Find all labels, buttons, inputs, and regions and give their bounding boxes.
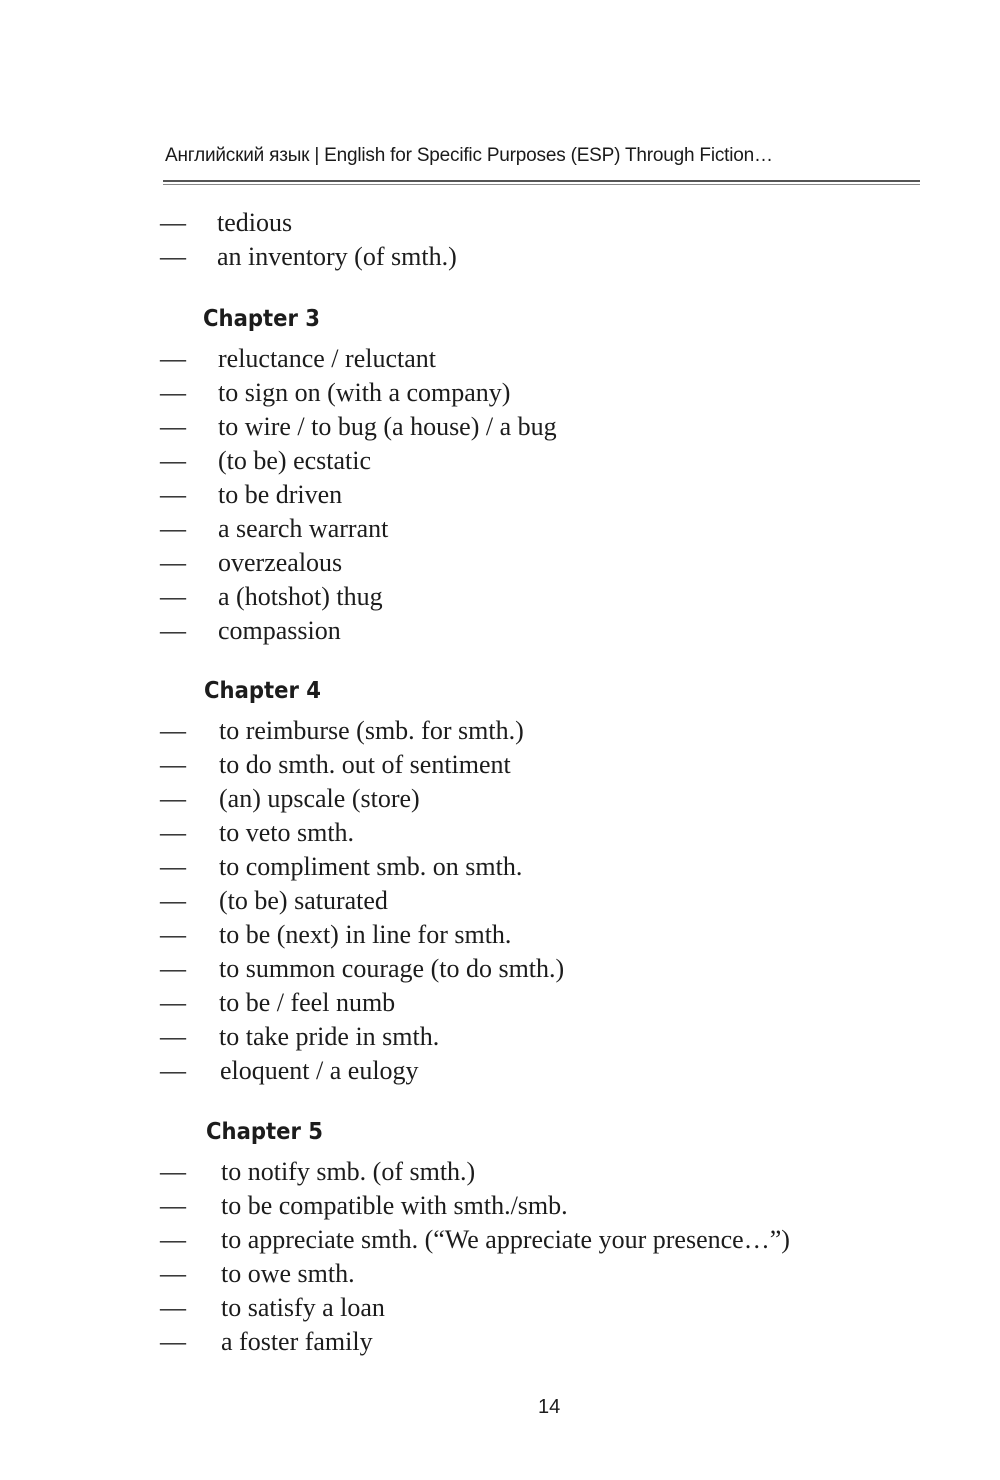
dash-bullet: — xyxy=(160,344,186,373)
dash-bullet: — xyxy=(160,1327,186,1356)
dash-bullet: — xyxy=(160,378,186,407)
chapter-heading: Chapter 4 xyxy=(204,678,322,704)
dash-bullet: — xyxy=(160,514,186,543)
header-rule-thin xyxy=(163,184,920,185)
vocab-term: (to be) ecstatic xyxy=(218,446,372,475)
header-rule xyxy=(163,180,920,182)
vocab-term: a (hotshot) thug xyxy=(218,582,383,611)
vocab-term: an inventory (of smth.) xyxy=(217,242,457,271)
dash-bullet: — xyxy=(160,480,186,509)
vocab-term: to sign on (with a company) xyxy=(218,378,511,407)
vocab-term: to be compatible with smth./smb. xyxy=(221,1191,568,1220)
dash-bullet: — xyxy=(160,242,186,271)
dash-bullet: — xyxy=(160,1259,186,1288)
vocab-term: compassion xyxy=(218,616,341,645)
vocab-term: to take pride in smth. xyxy=(219,1022,440,1051)
running-header: Английский язык | English for Specific Purposes (ESP) Through Fiction… xyxy=(165,145,773,166)
dash-bullet: — xyxy=(160,784,186,813)
vocab-term: to satisfy a loan xyxy=(221,1293,385,1322)
vocab-term: a search warrant xyxy=(218,514,389,543)
vocab-term: to be / feel numb xyxy=(219,988,396,1017)
dash-bullet: — xyxy=(160,1191,186,1220)
chapter-heading: Chapter 3 xyxy=(203,306,321,332)
vocab-term: to owe smth. xyxy=(221,1259,355,1288)
dash-bullet: — xyxy=(160,886,186,915)
page-number: 14 xyxy=(538,1396,561,1418)
vocab-term: to notify smb. (of smth.) xyxy=(221,1157,476,1186)
dash-bullet: — xyxy=(160,954,186,983)
vocab-term: to be driven xyxy=(218,480,343,509)
dash-bullet: — xyxy=(160,920,186,949)
dash-bullet: — xyxy=(160,208,186,237)
vocab-term: to do smth. out of sentiment xyxy=(219,750,511,779)
dash-bullet: — xyxy=(160,818,186,847)
dash-bullet: — xyxy=(160,1225,186,1254)
dash-bullet: — xyxy=(160,750,186,779)
vocab-term: to reimburse (smb. for smth.) xyxy=(219,716,524,745)
chapter-heading: Chapter 5 xyxy=(206,1119,324,1145)
dash-bullet: — xyxy=(160,716,186,745)
vocab-term: tedious xyxy=(217,208,293,237)
dash-bullet: — xyxy=(160,412,186,441)
vocab-term: overzealous xyxy=(218,548,343,577)
vocab-term: to summon courage (to do smth.) xyxy=(219,954,565,983)
dash-bullet: — xyxy=(160,582,186,611)
dash-bullet: — xyxy=(160,1056,186,1085)
dash-bullet: — xyxy=(160,852,186,881)
vocab-term: to appreciate smth. (“We appreciate your presence…”) xyxy=(221,1225,790,1254)
dash-bullet: — xyxy=(160,548,186,577)
dash-bullet: — xyxy=(160,1293,186,1322)
dash-bullet: — xyxy=(160,988,186,1017)
vocab-term: to compliment smb. on smth. xyxy=(219,852,523,881)
dash-bullet: — xyxy=(160,1157,186,1186)
vocab-term: (an) upscale (store) xyxy=(219,784,420,813)
dash-bullet: — xyxy=(160,446,186,475)
vocab-term: reluctance / reluctant xyxy=(218,344,436,373)
vocab-term: to wire / to bug (a house) / a bug xyxy=(218,412,557,441)
vocab-term: eloquent / a eulogy xyxy=(220,1056,419,1085)
vocab-term: to be (next) in line for smth. xyxy=(219,920,512,949)
dash-bullet: — xyxy=(160,616,186,645)
vocab-term: (to be) saturated xyxy=(219,886,388,915)
vocab-term: to veto smth. xyxy=(219,818,355,847)
vocab-term: a foster family xyxy=(221,1327,373,1356)
dash-bullet: — xyxy=(160,1022,186,1051)
